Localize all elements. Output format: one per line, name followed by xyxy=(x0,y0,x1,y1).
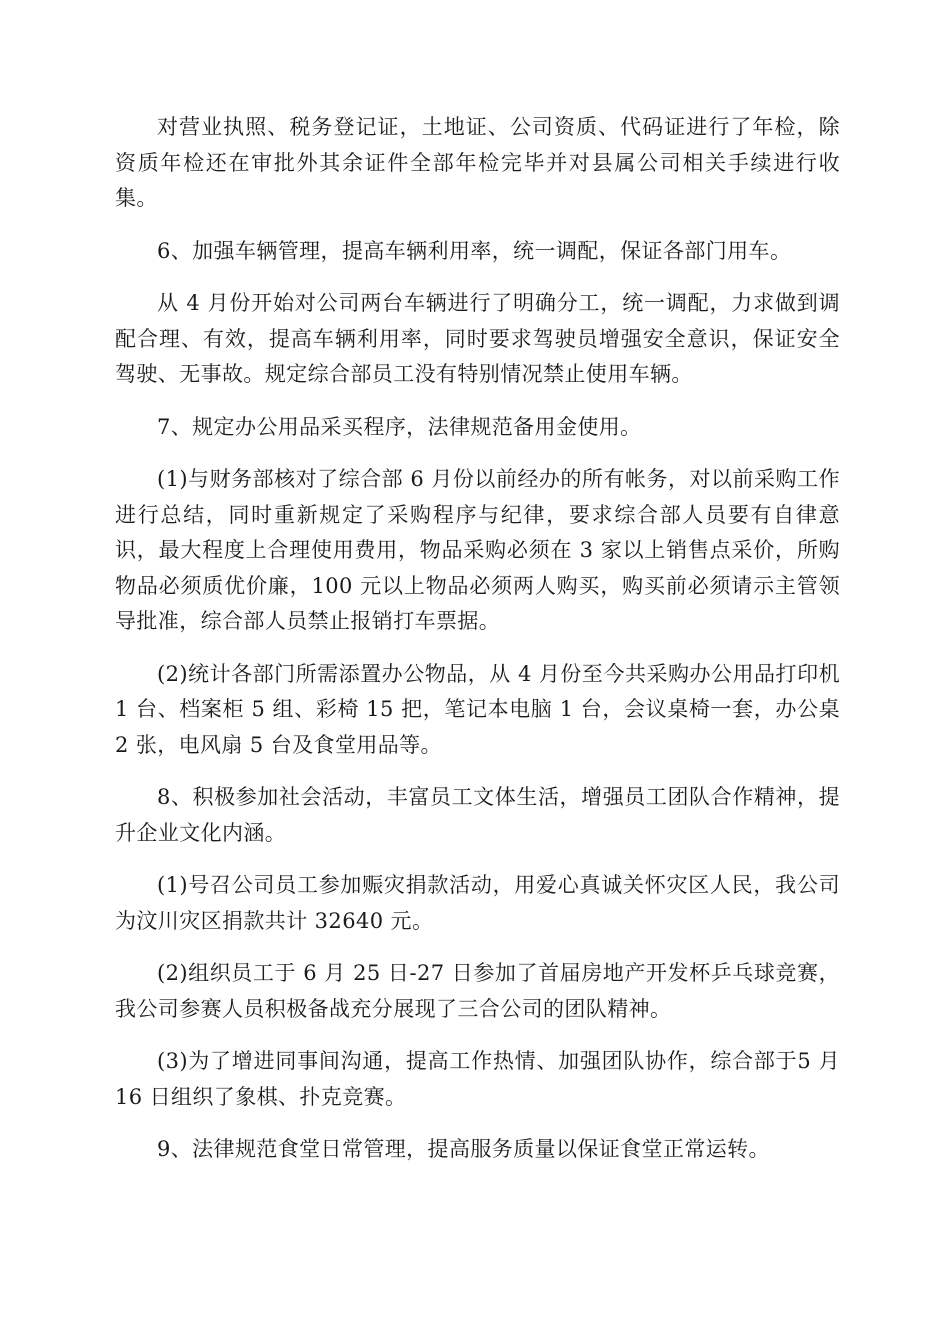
paragraph-chess-poker: (3)为了增进同事间沟通，提高工作热情、加强团队协作，综合部于5 月 16 日组织了象棋、扑克竞赛。 xyxy=(115,1049,840,1109)
paragraph-license-annual-inspection: 对营业执照、税务登记证，土地证、公司资质、代码证进行了年检，除资质年检还在审批外其余证件全部年检完毕并对县属公司相关手续进行收集。 xyxy=(115,115,840,210)
paragraph-finance-reconciliation: (1)与财务部核对了综合部 6 月份以前经办的所有帐务，对以前采购工作进行总结，同时重新规定了采购程序与纪律，要求综合部人员要有自律意识，最大程度上合理使用费用，物品采购必须在 3 家以上销售点采价，所购物品必须质优价廉，100 元以上物品必须两人购买，购买前必须请示主管领导批准，综合部人员禁止报销打车票据。 xyxy=(115,467,840,633)
paragraph-heading-social-activities: 8、积极参加社会活动，丰富员工文体生活，增强员工团队合作精神，提升企业文化内涵。 xyxy=(115,785,840,845)
paragraph-disaster-donation: (1)号召公司员工参加赈灾捐款活动，用爱心真诚关怀灾区人民，我公司为汶川灾区捐款共计 32640 元。 xyxy=(115,873,840,933)
paragraph-heading-office-supplies: 7、规定办公用品采买程序，法律规范备用金使用。 xyxy=(157,414,642,439)
paragraph-vehicle-dispatch: 从 4 月份开始对公司两台车辆进行了明确分工，统一调配，力求做到调配合理、有效，提高车辆利用率，同时要求驾驶员增强安全意识，保证安全驾驶、无事故。规定综合部员工没有特别情况禁止使用车辆。 xyxy=(115,291,840,386)
paragraph-heading-vehicle-management: 6、加强车辆管理，提高车辆利用率，统一调配，保证各部门用车。 xyxy=(157,238,792,263)
paragraph-office-purchases: (2)统计各部门所需添置办公物品，从 4 月份至今共采购办公用品打印机 1 台、档案柜 5 组、彩椅 15 把，笔记本电脑 1 台，会议桌椅一套，办公桌 2 张，电风扇 5 台及食堂用品等。 xyxy=(115,661,840,757)
paragraph-table-tennis: (2)组织员工于 6 月 25 日-27 日参加了首届房地产开发杯乒乓球竞赛，我公司参赛人员积极备战充分展现了三合公司的团队精神。 xyxy=(115,961,840,1021)
document-body xyxy=(115,110,840,1185)
paragraph-heading-canteen: 9、法律规范食堂日常管理，提高服务质量以保证食堂正常运转。 xyxy=(157,1137,770,1161)
